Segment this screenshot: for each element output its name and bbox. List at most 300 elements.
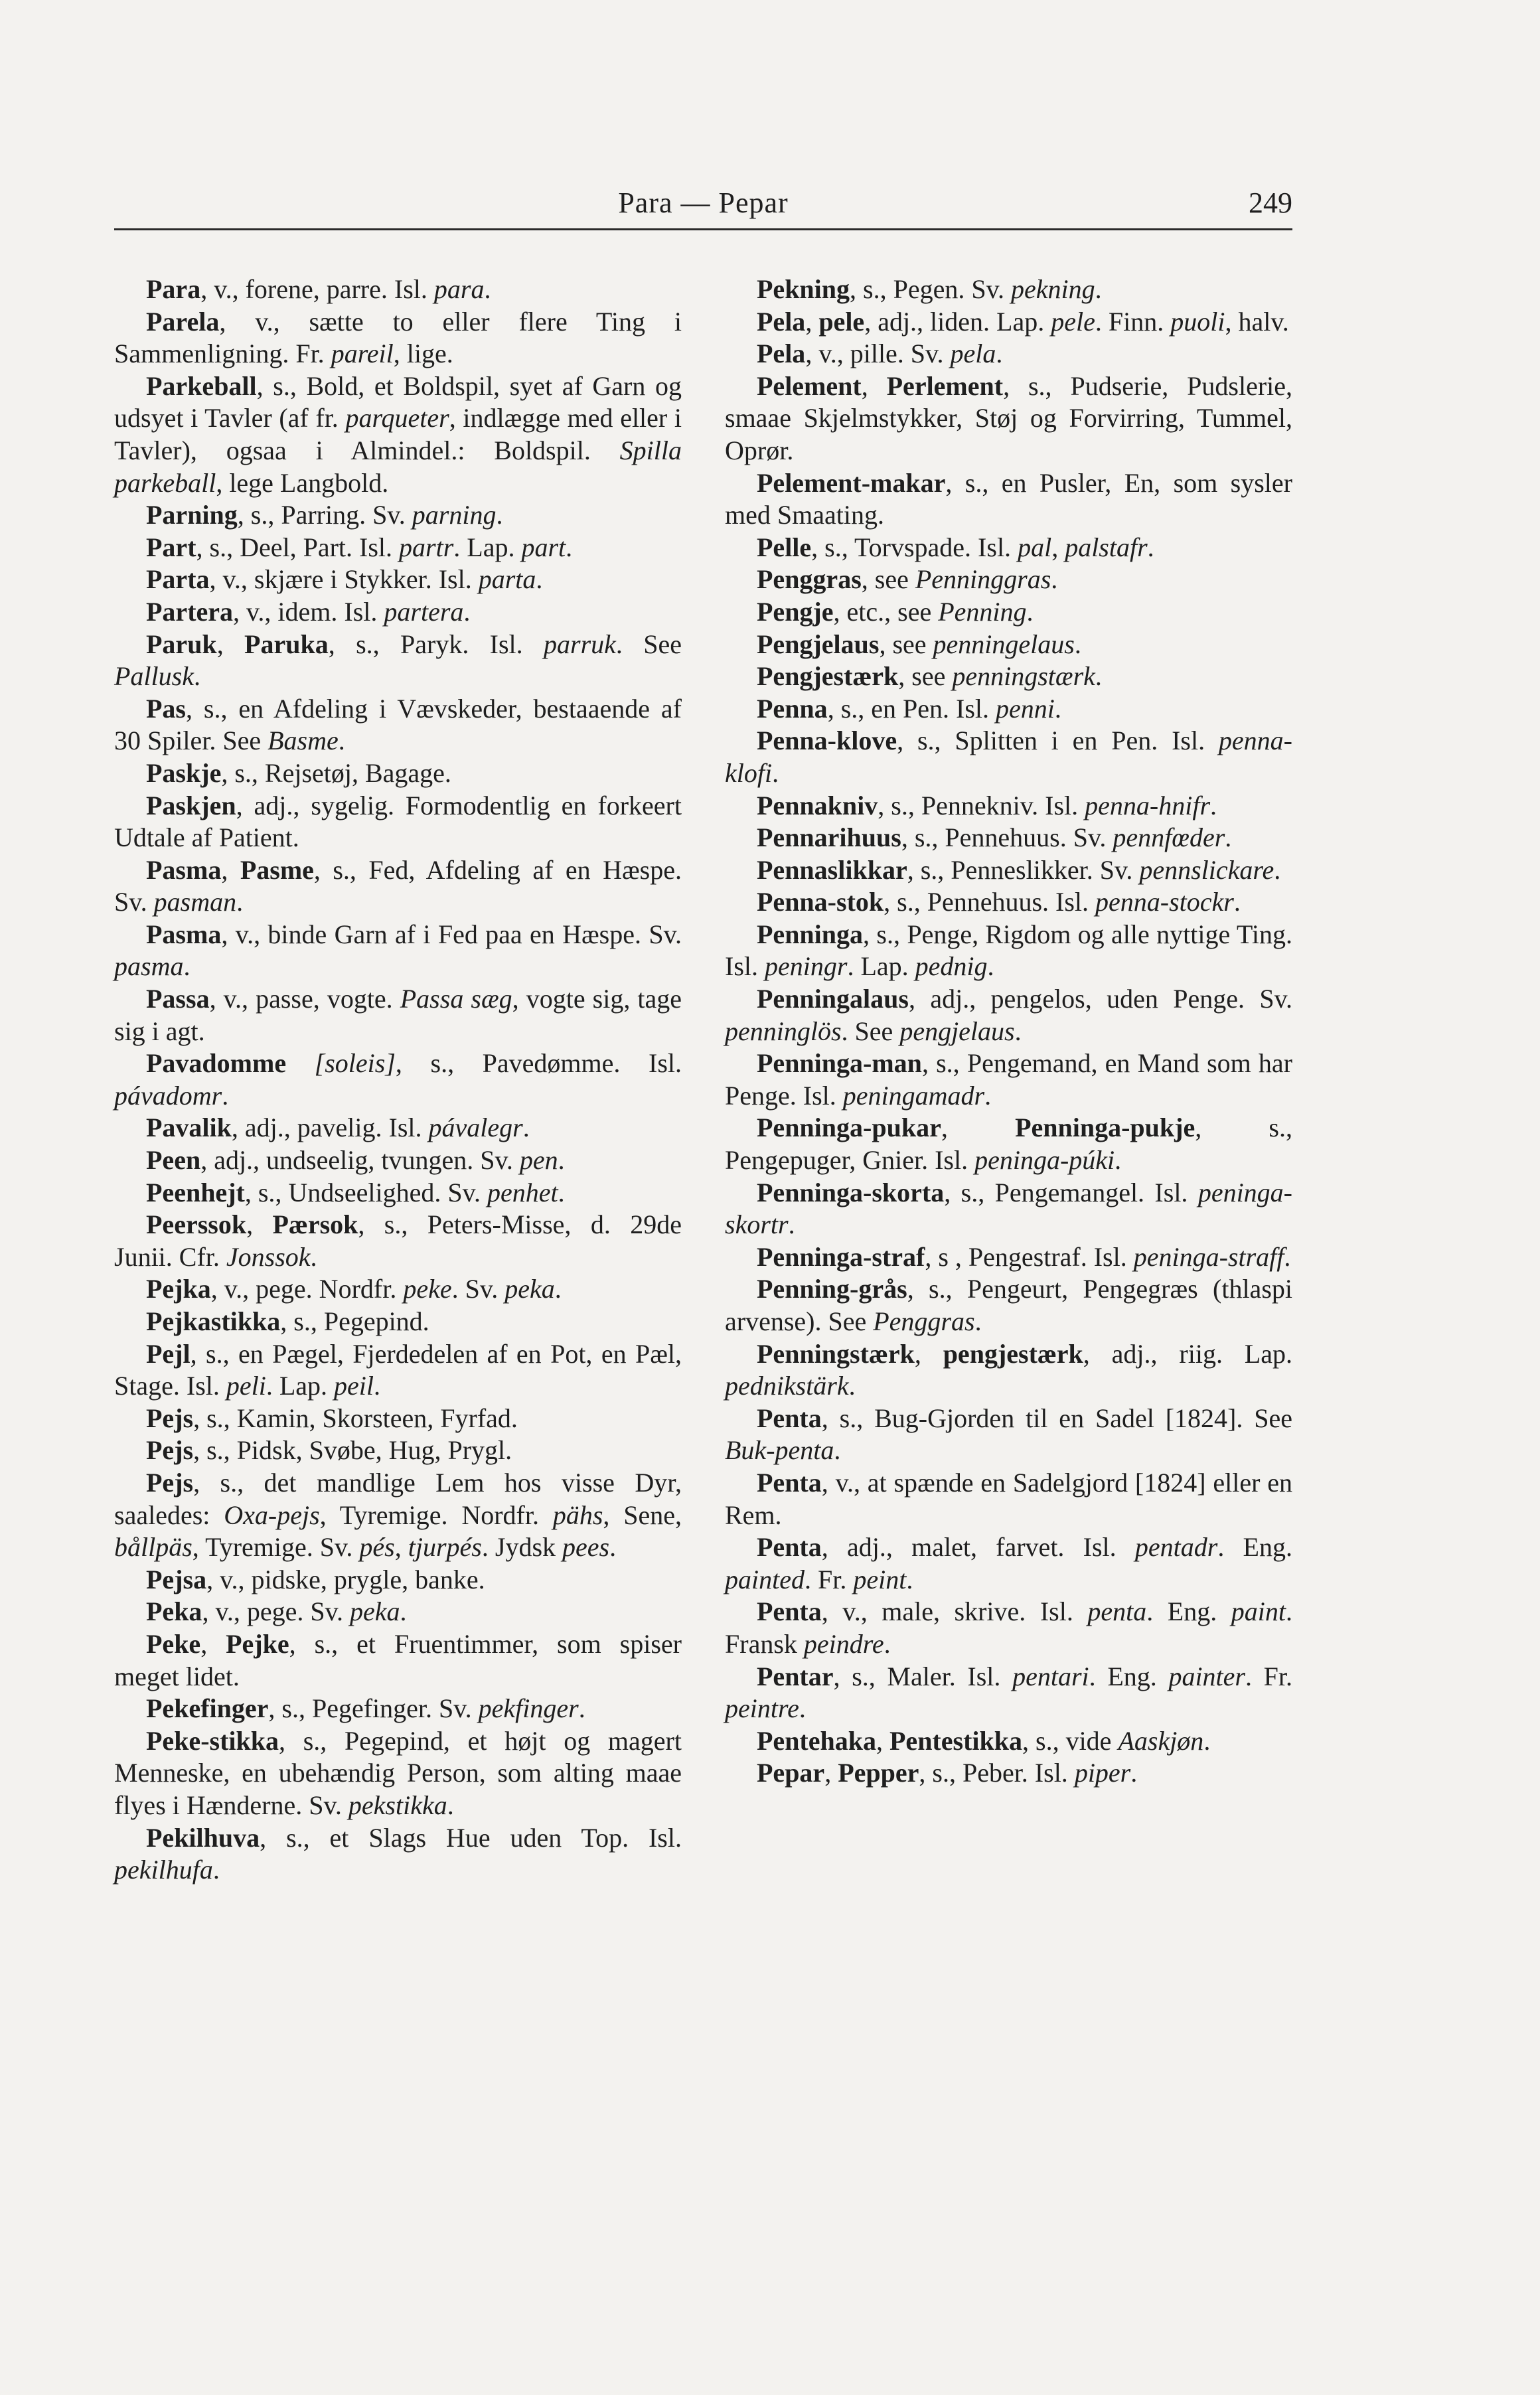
dictionary-entry: [725, 532, 1292, 564]
dictionary-entry: [114, 532, 682, 564]
headword: Pejsa: [146, 1564, 207, 1594]
headword: Perlement: [886, 370, 1004, 401]
dictionary-entry: [725, 338, 1292, 370]
italic-term: pennslickare: [1139, 854, 1274, 885]
italic-term: pähs: [552, 1500, 603, 1530]
entry-text: , v., at spænde en Sadelgjord [1824] eller en Rem.: [725, 1467, 1292, 1530]
running-head: [114, 181, 1292, 230]
entry-text: , s., Maler. Isl.: [833, 1661, 1013, 1691]
dictionary-entry: [725, 306, 1292, 339]
dictionary-entry: [114, 1144, 682, 1177]
headword: Pengjelaus: [757, 629, 880, 659]
italic-term: pekilhufa: [114, 1855, 213, 1885]
page-number: 249: [1249, 187, 1292, 219]
entry-text: , s., Bug-Gjorden til en Sadel [1824]. See: [821, 1403, 1292, 1433]
headword: Peerssok: [146, 1209, 247, 1240]
entry-text: . Finn.: [1095, 306, 1171, 337]
headword: Pavadomme: [146, 1048, 287, 1079]
entry-text: , v., pege. Nordfr.: [210, 1274, 404, 1304]
entry-text: ,: [1051, 532, 1065, 562]
entry-text: .: [338, 726, 345, 756]
headword: Pentehaka: [757, 1725, 876, 1756]
headword: Parta: [146, 564, 210, 595]
headword: Penta: [757, 1532, 822, 1563]
italic-term: peintre: [725, 1693, 799, 1724]
entry-text: .: [1233, 887, 1241, 917]
entry-text: , s., Pengemangel. Isl.: [944, 1177, 1198, 1207]
entry-text: .: [848, 1371, 856, 1401]
headword: Peke: [146, 1628, 201, 1659]
entry-text: .: [578, 1693, 585, 1724]
entry-text: , Tyremige. Sv.: [192, 1532, 360, 1563]
italic-term: peint: [853, 1564, 907, 1594]
entry-text: , adj., pavelig. Isl.: [231, 1113, 429, 1143]
entry-text: , s., Pidsk, Svøbe, Hug, Prygl.: [193, 1435, 512, 1466]
entry-text: , see: [861, 564, 915, 595]
entry-text: , see: [879, 629, 933, 659]
italic-term: pentadr: [1134, 1532, 1218, 1563]
entry-text: , adj., sygelig. Formodentlig en forkeert Udtale af Patient.: [114, 790, 682, 853]
headword: Penna: [757, 693, 828, 724]
dictionary-entry: [114, 1822, 682, 1887]
italic-term: peningamadr: [842, 1080, 985, 1111]
running-head-title: Para — Pepar: [618, 187, 789, 219]
entry-text: , v., pille. Sv.: [805, 339, 951, 369]
entry-text: .: [554, 1274, 562, 1304]
italic-term: pekfinger: [478, 1693, 579, 1724]
entry-text: .: [374, 1371, 381, 1401]
headword: Paskjen: [146, 790, 236, 820]
dictionary-entry: [114, 564, 682, 596]
entry-text: . See: [615, 629, 682, 659]
italic-term: pen: [519, 1145, 558, 1176]
italic-term: piper: [1074, 1758, 1131, 1788]
entry-text: .: [987, 951, 994, 982]
entry-text: , s., Bold, et Boldspil, syet af Garn og udsyet i Tavler (af fr.: [114, 370, 682, 433]
headword: Parkeball: [146, 370, 257, 401]
entry-text: .: [463, 596, 471, 627]
entry-text: . Sv.: [451, 1274, 505, 1304]
italic-term: penningelaus: [933, 629, 1075, 659]
headword: Pelle: [757, 532, 812, 562]
dictionary-entry: [114, 370, 682, 499]
entry-text: , s., Peber. Isl.: [919, 1758, 1075, 1788]
entry-text: , s., Pegefinger. Sv.: [268, 1693, 479, 1724]
italic-term: peningr: [765, 951, 848, 982]
italic-term: penna-hnifr: [1085, 790, 1211, 820]
entry-text: .: [1274, 854, 1281, 885]
entry-text: ,: [394, 1532, 408, 1563]
dictionary-entry: [725, 1403, 1292, 1467]
entry-text: ,: [805, 306, 819, 337]
entry-text: , v., pidske, prygle, banke.: [206, 1564, 485, 1594]
entry-text: , s., Pegepind, et højt og magert Menneske, en ubehændig Person, som alting maae flyes i Hænderne. Sv.: [114, 1725, 682, 1820]
headword: Pejkastikka: [146, 1306, 281, 1336]
italic-term: pela: [950, 339, 996, 369]
entry-text: , s , Pengestraf. Isl.: [925, 1241, 1134, 1272]
entry-text: , adj., liden. Lap.: [864, 306, 1051, 337]
italic-term: penta: [1087, 1596, 1147, 1627]
italic-term: painted: [725, 1564, 805, 1594]
entry-text: .: [222, 1080, 229, 1111]
dictionary-entry: [114, 1338, 682, 1403]
entry-text: . Jydsk: [481, 1532, 563, 1563]
dictionary-entry: [114, 629, 682, 693]
headword: Pelement: [757, 370, 862, 401]
dictionary-entry: [114, 1693, 682, 1725]
entry-text: .: [1115, 1145, 1122, 1176]
entry-text: , Tyremige. Nordfr.: [319, 1500, 553, 1530]
italic-term: partr: [399, 532, 454, 562]
entry-text: , s., Rejsetøj, Bagage.: [221, 757, 451, 788]
entry-text: .: [799, 1693, 806, 1724]
entry-text: , s., Pudserie, Pudslerie, smaae Skjelmstykker, Støj og Forvirring, Tummel, Oprør.: [725, 370, 1293, 465]
entry-text: .: [496, 500, 503, 530]
dictionary-entry: [114, 1047, 682, 1112]
dictionary-entry: [725, 1112, 1292, 1176]
entry-text: , v., skjære i Stykker. Isl.: [209, 564, 479, 595]
headword: Penna-klove: [757, 726, 897, 756]
italic-term: penningstærk: [952, 661, 1095, 692]
italic-term: para: [433, 274, 485, 304]
italic-term: parqueter: [345, 403, 449, 433]
entry-text: .: [558, 1145, 565, 1176]
dictionary-entry: [725, 1531, 1292, 1596]
dictionary-entry: [114, 596, 682, 629]
headword: Pejka: [146, 1274, 211, 1304]
italic-term: pasman: [153, 887, 237, 917]
headword: pengjestærk: [943, 1338, 1083, 1369]
dictionary-entry: [725, 983, 1292, 1047]
entry-text: , s., det mandlige Lem hos visse Dyr, saaledes:: [114, 1467, 682, 1530]
italic-term: pávadomr: [114, 1080, 222, 1111]
dictionary-entry: [725, 1467, 1292, 1531]
entry-text: .: [772, 757, 779, 788]
headword: Penninga: [757, 919, 864, 949]
entry-text: , s., Pennehuus. Isl.: [884, 887, 1096, 917]
dictionary-entry: [114, 306, 682, 370]
entry-text: .: [1147, 532, 1154, 562]
entry-text: . Lap.: [453, 532, 522, 562]
headword: Pepper: [838, 1758, 919, 1788]
headword: Penning-grås: [757, 1274, 907, 1304]
headword: Paskje: [146, 757, 222, 788]
entry-text: , etc., see: [833, 596, 939, 627]
entry-text: , s., Kamin, Skorsteen, Fyrfad.: [193, 1403, 518, 1433]
italic-term: Buk-penta: [725, 1435, 834, 1466]
headword: Pasma: [146, 854, 222, 885]
dictionary-entry: [114, 1564, 682, 1596]
headword: Penggras: [757, 564, 862, 595]
italic-term: parning: [412, 500, 497, 530]
entry-text: .: [193, 661, 200, 692]
italic-term: penninglös: [725, 1016, 842, 1046]
entry-text: , s., Pegepind.: [280, 1306, 429, 1336]
italic-term: pees: [562, 1532, 610, 1563]
dictionary-entry: [114, 1306, 682, 1338]
dictionary-entry: [725, 1596, 1292, 1660]
entry-text: , s., Pengeurt, Pengegræs (thlaspi arvense). See: [725, 1274, 1292, 1336]
dictionary-entry: [725, 596, 1292, 629]
italic-term: parta: [478, 564, 536, 595]
entry-text: , s., Pegen. Sv.: [850, 274, 1012, 304]
headword: Paruka: [244, 629, 329, 659]
dictionary-entry: [114, 1273, 682, 1306]
italic-term: penhet: [487, 1177, 558, 1207]
entry-text: , s., et Fruentimmer, som spiser meget lidet.: [114, 1628, 682, 1691]
entry-text: , s., Pengepuger, Gnier. Isl.: [725, 1113, 1292, 1176]
headword: Pejs: [146, 1435, 194, 1466]
italic-term: penna-stockr: [1095, 887, 1234, 917]
entry-text: .: [183, 951, 191, 982]
italic-term: pasma: [114, 951, 184, 982]
entry-text: .: [310, 1241, 317, 1272]
italic-term: pele: [1051, 306, 1095, 337]
headword: Part: [146, 532, 196, 562]
headword: Passa: [146, 984, 210, 1014]
headword: Pejs: [146, 1403, 194, 1433]
entry-text: , indlægge med eller i Tavler), ogsaa i Almindel.: Boldspil.: [114, 403, 682, 465]
headword: Penna-stok: [757, 887, 884, 917]
headword: pele: [818, 306, 865, 337]
headword: Pejke: [226, 1628, 289, 1659]
headword: Pentestikka: [889, 1725, 1022, 1756]
headword: Pejl: [146, 1338, 191, 1369]
headword: Pelement-makar: [757, 467, 946, 498]
entry-text: , s., Pengemand, en Mand som har Penge. Isl.: [725, 1048, 1292, 1111]
entry-text: , s., Splitten i en Pen. Isl.: [897, 726, 1219, 756]
italic-term: pengjelaus: [899, 1016, 1015, 1046]
headword: Pærsok: [272, 1209, 358, 1240]
entry-text: , halv.: [1225, 306, 1289, 337]
entry-text: , s., en Afdeling i Vævskeder, bestaaende af 30 Spiler. See: [114, 693, 682, 756]
headword: Peenhejt: [146, 1177, 245, 1207]
dictionary-entry: [725, 1273, 1292, 1338]
dictionary-entry: [725, 564, 1292, 596]
italic-term: peindre: [803, 1628, 884, 1659]
entry-text: .: [996, 339, 1003, 369]
entry-text: , s., en Pægel, Fjerdedelen af en Pot, en Pæl, Stage. Isl.: [114, 1338, 682, 1401]
headword: Penninga-straf: [757, 1241, 925, 1272]
italic-term: Basme: [268, 726, 339, 756]
dictionary-entry: [114, 757, 682, 790]
entry-text: ,: [861, 370, 887, 401]
headword: Penninga-pukje: [1015, 1113, 1195, 1143]
italic-term: part: [521, 532, 566, 562]
dictionary-entry: [725, 370, 1292, 467]
headword: Penninga-skorta: [757, 1177, 945, 1207]
italic-term: pekning: [1011, 274, 1095, 304]
italic-term: penni: [996, 693, 1055, 724]
dictionary-entry: [114, 1628, 682, 1693]
entry-text: . See: [841, 1016, 900, 1046]
entry-text: . Lap.: [847, 951, 915, 982]
dictionary-entry: [114, 1112, 682, 1144]
entry-text: ,: [914, 1338, 943, 1369]
entry-text: , v., idem. Isl.: [233, 596, 384, 627]
entry-text: ,: [200, 1628, 226, 1659]
italic-term: pentari: [1012, 1661, 1089, 1691]
dictionary-entry: [725, 467, 1292, 532]
headword: Pentar: [757, 1661, 834, 1691]
dictionary-entry: [114, 1177, 682, 1209]
headword: Penningstærk: [757, 1338, 915, 1369]
entry-text: .: [236, 887, 244, 917]
entry-text: ,: [221, 854, 240, 885]
entry-text: . Eng.: [1089, 1661, 1169, 1691]
entry-text: ,: [246, 1209, 273, 1240]
headword: Pela: [757, 339, 806, 369]
entry-text: . Eng.: [1146, 1596, 1231, 1627]
dictionary-entry: [725, 1047, 1292, 1112]
entry-text: , s., Peters-Misse, d. 29de Junii. Cfr.: [114, 1209, 682, 1272]
dictionary-entry: [725, 725, 1292, 789]
entry-text: .: [984, 1080, 992, 1111]
entry-text: .: [1014, 1016, 1022, 1046]
entry-text: . Fransk: [725, 1596, 1293, 1659]
entry-text: , s., Undseelighed. Sv.: [244, 1177, 487, 1207]
entry-text: , s., Penneslikker. Sv.: [907, 854, 1140, 885]
entry-text: , adj., riig. Lap.: [1083, 1338, 1292, 1369]
entry-text: .: [1026, 596, 1034, 627]
dictionary-entry: [725, 854, 1292, 887]
italic-term: pednig: [915, 951, 988, 982]
entry-text: , vogte sig, tage sig i agt.: [114, 984, 682, 1046]
entry-text: .: [788, 1209, 795, 1240]
italic-term: Penninggras: [915, 564, 1051, 595]
entry-text: , v., sætte to eller flere Ting i Sammenligning. Fr.: [114, 306, 682, 369]
italic-term: [soleis]: [314, 1048, 396, 1079]
italic-term: pal: [1018, 532, 1052, 562]
entry-text: .: [906, 1564, 913, 1594]
entry-text: . Fr.: [804, 1564, 854, 1594]
headword: Pejs: [146, 1467, 194, 1498]
italic-term: peka: [350, 1596, 400, 1627]
headword: Pennakniv: [757, 790, 878, 820]
dictionary-entry: [725, 790, 1292, 822]
entry-text: ,: [876, 1725, 889, 1756]
entry-text: .: [1203, 1725, 1211, 1756]
italic-term: pekstikka: [348, 1790, 447, 1820]
headword: Pengjestærk: [757, 661, 899, 692]
dictionary-entry: [725, 1338, 1292, 1403]
entry-text: , s., Parring. Sv.: [237, 500, 412, 530]
dictionary-entry: [725, 693, 1292, 726]
entry-text: .: [884, 1628, 891, 1659]
italic-term: tjurpés: [408, 1532, 482, 1563]
italic-term: pés: [359, 1532, 395, 1563]
italic-term: bållpäs: [114, 1532, 193, 1563]
headword: Peka: [146, 1596, 202, 1627]
entry-text: , v., passe, vogte.: [209, 984, 400, 1014]
dictionary-entry: [114, 1209, 682, 1273]
headword: Pennaslikkar: [757, 854, 907, 885]
italic-term: peli: [226, 1371, 266, 1401]
italic-term: pednikstärk: [725, 1371, 849, 1401]
entry-text: .: [1130, 1758, 1138, 1788]
entry-text: , s., Deel, Part. Isl.: [196, 532, 400, 562]
italic-term: peke: [403, 1274, 452, 1304]
entry-text: , adj., malet, farvet. Isl.: [821, 1532, 1135, 1563]
entry-text: .: [1051, 564, 1058, 595]
headword: Penta: [757, 1403, 822, 1433]
dictionary-entry: [114, 854, 682, 919]
headword: Pekilhuva: [146, 1822, 260, 1853]
dictionary-entry: [725, 273, 1292, 306]
italic-term: penna-klofi: [725, 726, 1292, 788]
headword: Para: [146, 274, 201, 304]
dictionary-entry: [114, 1434, 682, 1467]
italic-term: pareil: [331, 339, 394, 369]
entry-text: , lige.: [393, 339, 453, 369]
entry-text: , v., forene, parre. Isl.: [200, 274, 434, 304]
headword: Pepar: [757, 1758, 825, 1788]
dictionary-entry: [725, 1241, 1292, 1274]
headword: Penningalaus: [757, 984, 909, 1014]
entry-text: .: [522, 1113, 530, 1143]
entry-text: .: [536, 564, 543, 595]
dictionary-entry: [114, 499, 682, 532]
dictionary-entry: [725, 629, 1292, 661]
headword: Pasme: [240, 854, 314, 885]
entry-text: .: [212, 1855, 220, 1885]
italic-term: puoli: [1170, 306, 1225, 337]
headword: Pas: [146, 693, 186, 724]
entry-text: , v., binde Garn af i Fed paa en Hæspe. Sv.: [221, 919, 682, 949]
dictionary-entry: [114, 983, 682, 1047]
entry-text: , v., male, skrive. Isl.: [821, 1596, 1088, 1627]
entry-text: .: [1225, 822, 1232, 853]
italic-term: Passa sæg: [400, 984, 512, 1014]
headword: Penninga-pukar: [757, 1113, 941, 1143]
dictionary-entry: [114, 693, 682, 757]
headword: Peke-stikka: [146, 1725, 279, 1756]
headword: Pekning: [757, 274, 850, 304]
dictionary-entry: [725, 1725, 1292, 1758]
headword: Pasma: [146, 919, 222, 949]
entry-text: , s., vide: [1022, 1725, 1118, 1756]
entry-text: , s., Pennehuus. Sv.: [901, 822, 1113, 853]
headword: Parela: [146, 306, 220, 337]
entry-text: .: [1074, 629, 1081, 659]
headword: Pennarihuus: [757, 822, 901, 853]
italic-term: paint: [1231, 1596, 1286, 1627]
headword: Pela: [757, 306, 806, 337]
dictionary-entry: [725, 1177, 1292, 1241]
italic-term: Penning: [938, 596, 1027, 627]
entry-text: , s., Torvspade. Isl.: [811, 532, 1018, 562]
italic-term: parruk: [544, 629, 616, 659]
entry-text: , s., Paryk. Isl.: [328, 629, 544, 659]
entry-text: .: [1095, 274, 1102, 304]
entry-text: ,: [824, 1758, 838, 1788]
headword: Pekefinger: [146, 1693, 269, 1724]
headword: Peen: [146, 1145, 201, 1176]
entry-text: .: [558, 1177, 565, 1207]
entry-text: , v., pege. Sv.: [202, 1596, 350, 1627]
entry-text: , s., en Pusler, En, som sysler med Smaating.: [725, 467, 1292, 530]
entry-text: , see: [898, 661, 953, 692]
italic-term: painter: [1168, 1661, 1245, 1691]
italic-term: palstafr: [1065, 532, 1148, 562]
dictionary-entry: [114, 1403, 682, 1435]
entry-text: .: [1054, 693, 1061, 724]
entry-text: , adj., undseelig, tvungen. Sv.: [200, 1145, 520, 1176]
italic-term: Pallusk: [114, 661, 194, 692]
entry-text: .: [566, 532, 573, 562]
entry-text: .: [834, 1435, 841, 1466]
entry-text: , s., Fed, Afdeling af en Hæspe. Sv.: [114, 854, 682, 917]
